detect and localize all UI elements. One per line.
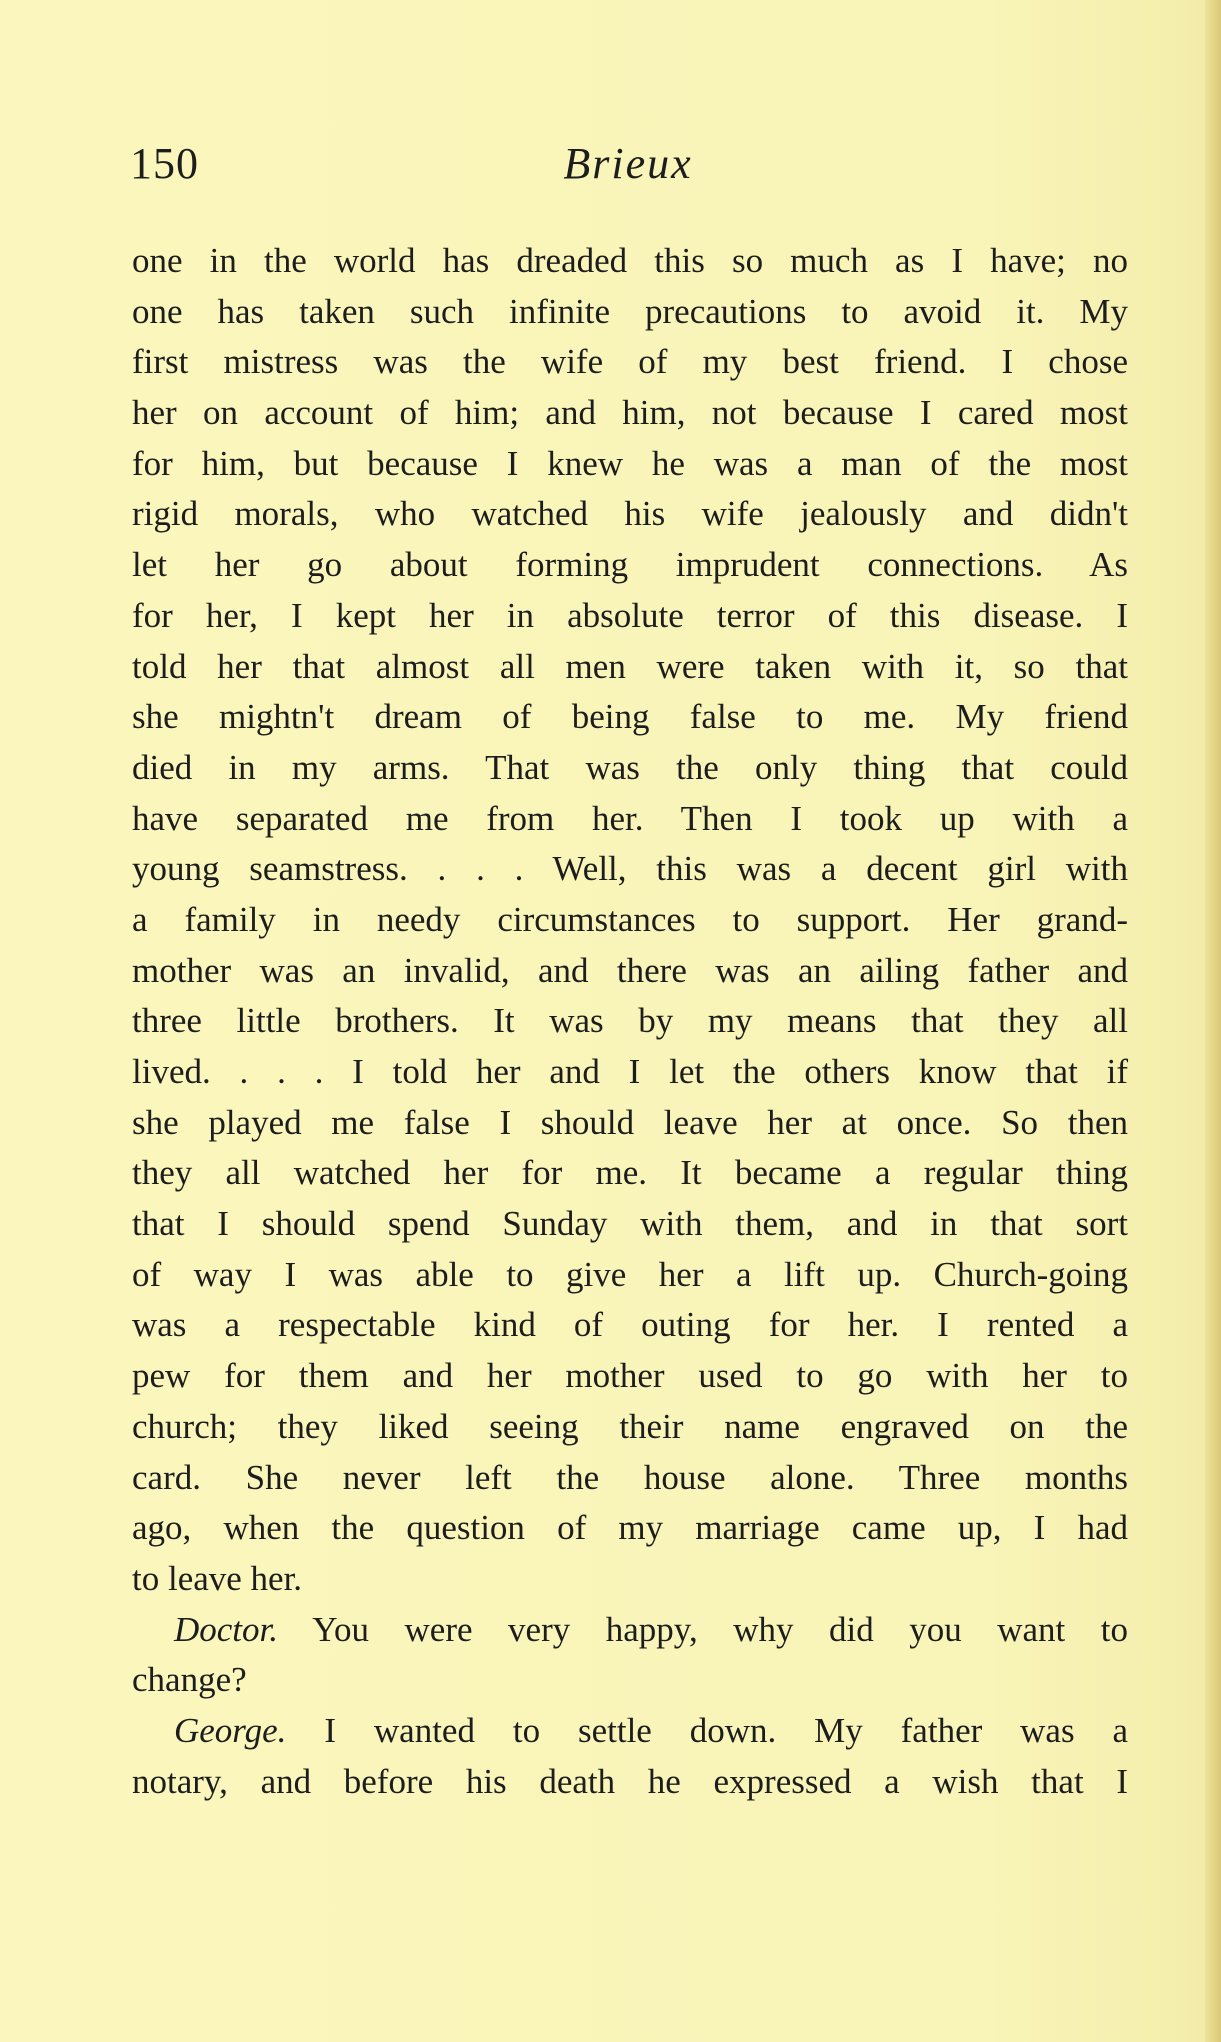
text-line: told her that almost all men were taken with it, so that (132, 646, 1128, 686)
text-line: of way I was able to give her a lift up. Church-going (132, 1254, 1128, 1294)
page-edge (1205, 0, 1221, 2042)
text-line: for him, but because I knew he was a man of the most (132, 443, 1128, 483)
text-line: to leave her. (132, 1558, 303, 1598)
text-line: mother was an invalid, and there was an ailing father and (132, 950, 1128, 990)
dialogue-text: You were very happy, why did you want to (312, 1609, 1129, 1649)
running-head: Brieux (563, 139, 693, 188)
text-line: for her, I kept her in absolute terror of this disease. I (132, 595, 1128, 635)
text-line: ago, when the question of my marriage came up, I had (132, 1508, 1128, 1548)
text-line: have separated me from her. Then I took up with a (132, 798, 1128, 838)
text-line: three little brothers. It was by my means that they all (132, 1001, 1128, 1041)
paragraph-monologue (132, 236, 1128, 1605)
text-line: young seamstress. . . . Well, this was a decent girl with (132, 849, 1128, 889)
text-line: she mightn't dream of being false to me. My friend (132, 697, 1128, 737)
text-line: one in the world has dreaded this so much as I have; no (132, 241, 1128, 280)
speaker-george: George. (174, 1710, 287, 1750)
page-number: 150 (130, 139, 199, 188)
text-line: lived. . . . I told her and I let the others know that if (132, 1052, 1128, 1091)
page-header (130, 134, 1126, 194)
text-line: her on account of him; and him, not because I cared most (132, 393, 1128, 433)
text-line (132, 1706, 1128, 1757)
paragraph-doctor (132, 1605, 1128, 1706)
text-line: died in my arms. That was the only thing that could (132, 747, 1128, 787)
body-text (132, 236, 1128, 1807)
text-line (132, 1605, 1128, 1656)
text-line: first mistress was the wife of my best friend. I chose (132, 342, 1128, 382)
text-line: she played me false I should leave her at once. So then (132, 1102, 1128, 1142)
text-line: change? (132, 1660, 247, 1700)
text-line: was a respectable kind of outing for her. I rented a (132, 1305, 1128, 1345)
text-line: one has taken such infinite precautions to avoid it. My (132, 291, 1128, 331)
dialogue-text: I wanted to settle down. My father was a (324, 1710, 1129, 1750)
text-line: notary, and before his death he expressed a wish that I (132, 1761, 1128, 1801)
text-line: let her go about forming imprudent connections. As (132, 545, 1128, 585)
paragraph-george (132, 1706, 1128, 1807)
text-line: that I should spend Sunday with them, and in that sort (132, 1204, 1128, 1244)
text-line: they all watched her for me. It became a regular thing (132, 1153, 1128, 1193)
text-line: pew for them and her mother used to go with her to (132, 1356, 1128, 1396)
text-line: card. She never left the house alone. Three months (132, 1457, 1128, 1497)
speaker-doctor: Doctor. (174, 1609, 279, 1649)
text-line: a family in needy circumstances to support. Her grand- (132, 899, 1128, 939)
text-line: church; they liked seeing their name engraved on the (132, 1406, 1128, 1446)
text-line: rigid morals, who watched his wife jealously and didn't (132, 494, 1128, 534)
